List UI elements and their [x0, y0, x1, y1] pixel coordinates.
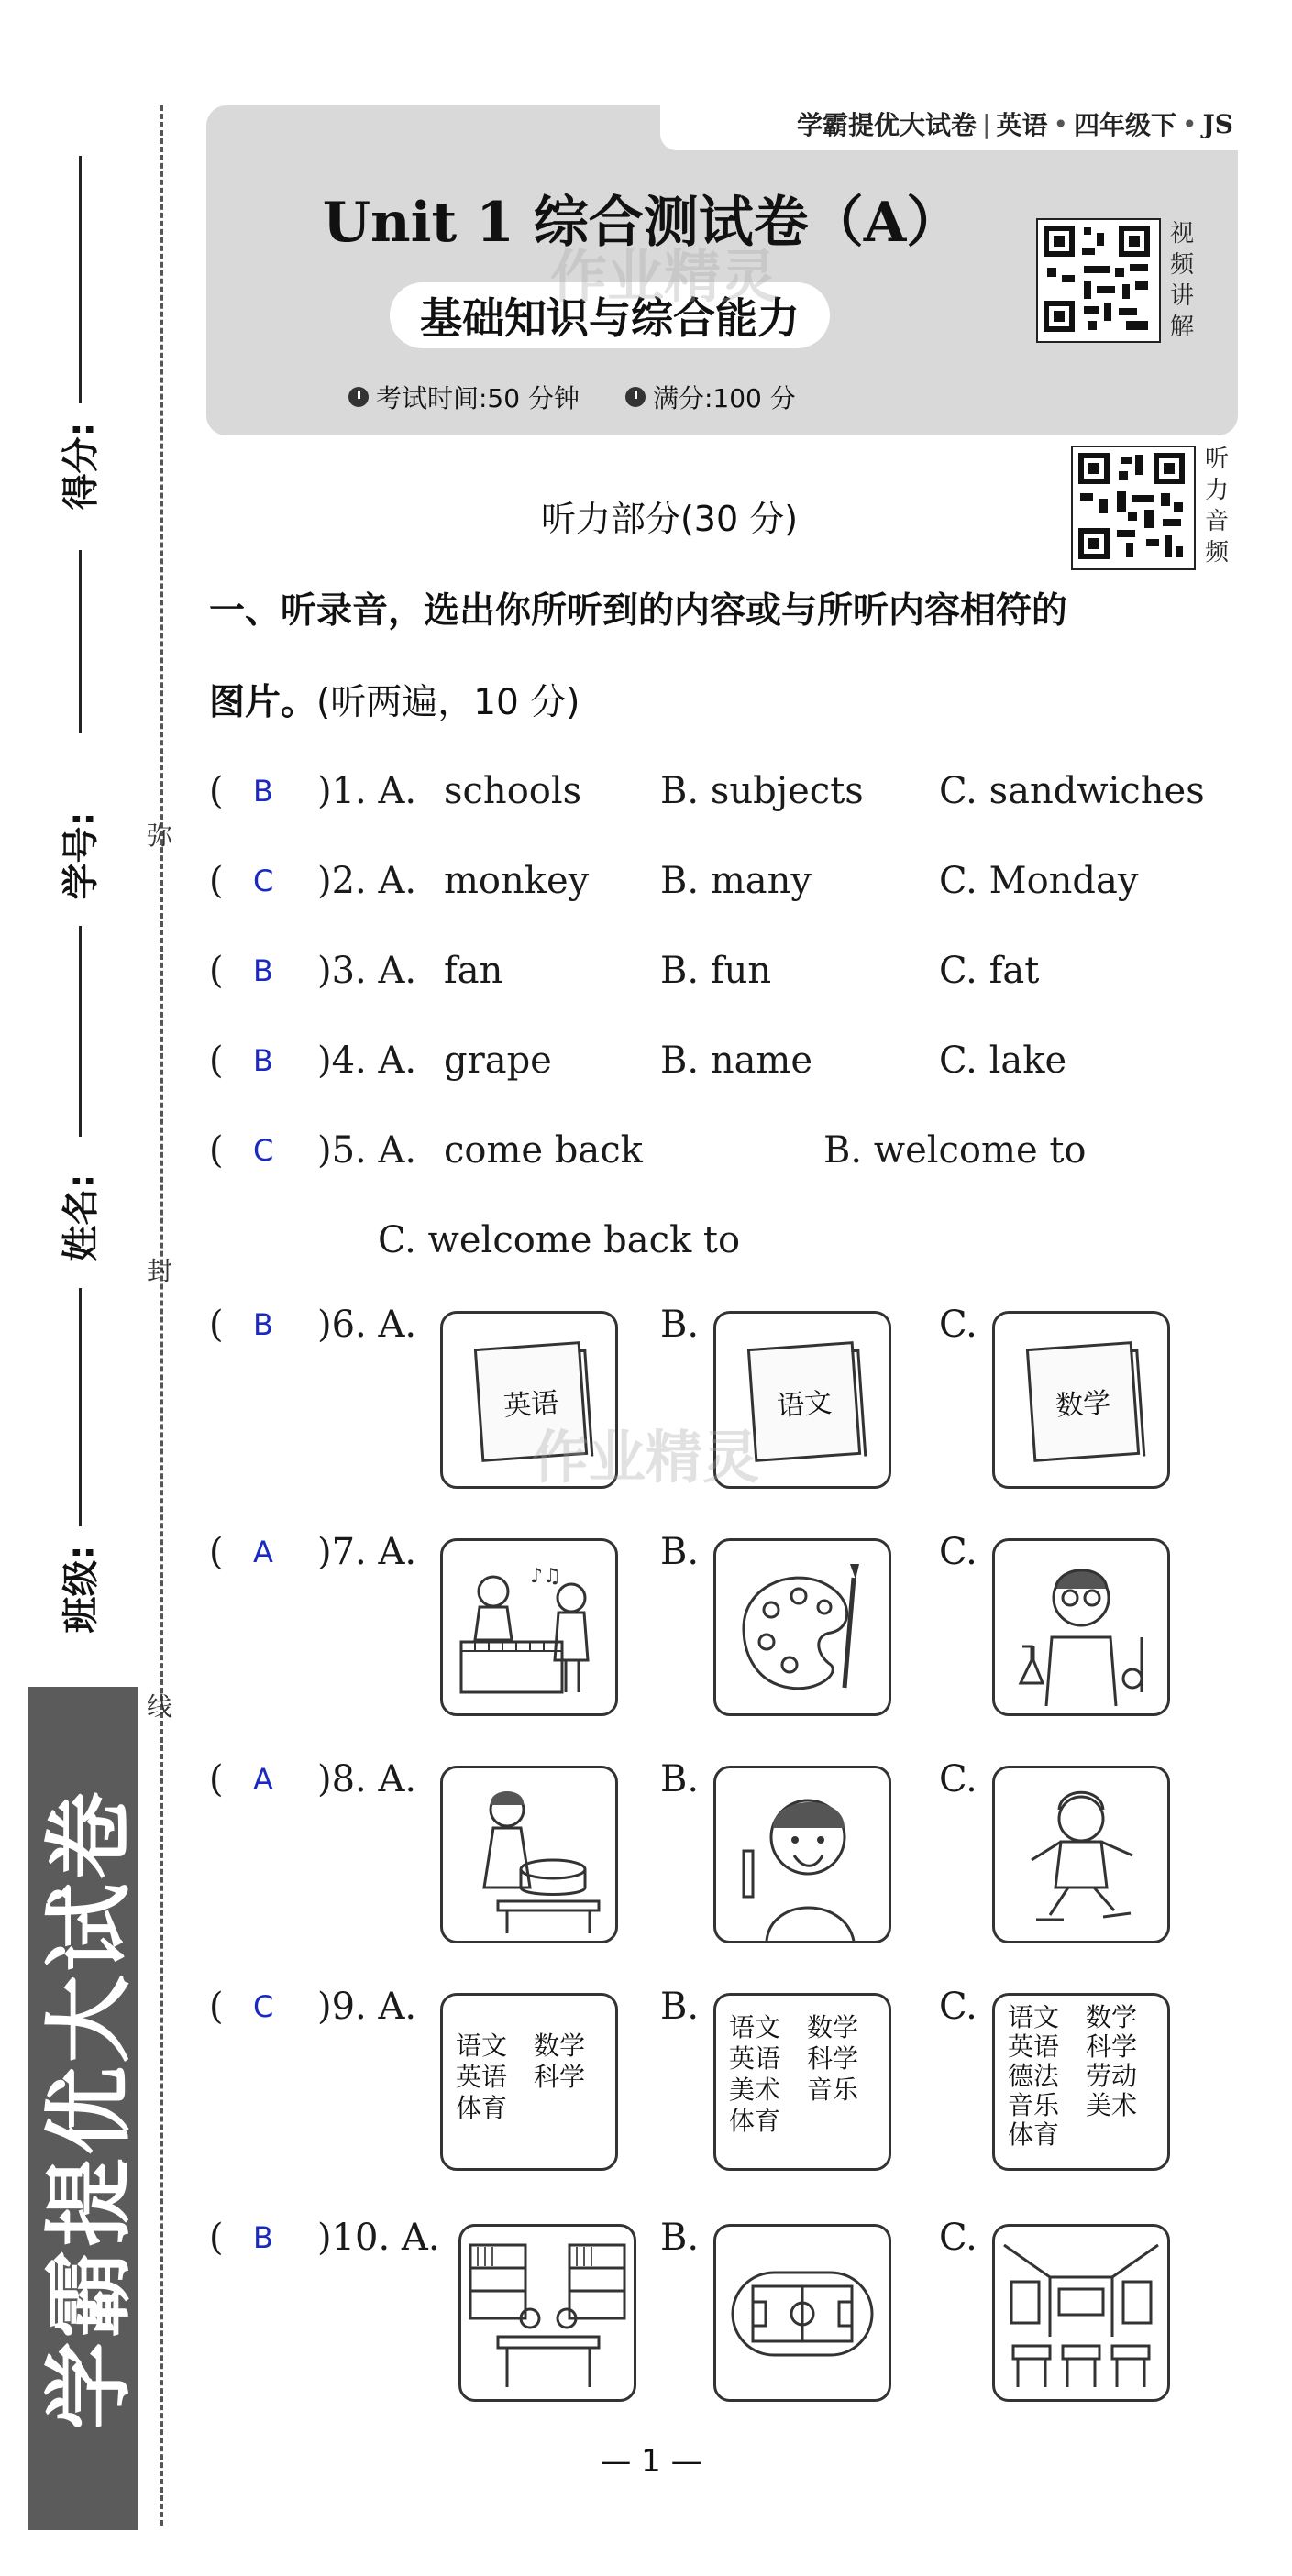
score-write-line-2	[79, 550, 82, 733]
picture-library[interactable]	[458, 2224, 636, 2402]
question-1: ( B )1. A. schools B. subjects C. sandwiches	[209, 770, 1205, 812]
picture-boy-smiling[interactable]	[713, 1766, 891, 1943]
picture-girl-skating[interactable]	[992, 1766, 1170, 1943]
question-2: ( C )2. A. monkey B. many C. Monday	[209, 860, 1139, 902]
label-b: B.	[660, 2217, 700, 2259]
student-id-write-line	[79, 926, 82, 1137]
label-c: C.	[939, 1531, 977, 1573]
qr-audio-label: 听 力 音 频	[1204, 446, 1229, 567]
score-write-line	[79, 156, 82, 403]
brand-vertical-text: 学霸提优大试卷	[37, 1788, 141, 2429]
answer-1[interactable]: B	[253, 774, 273, 809]
picture-classroom[interactable]	[992, 2224, 1170, 2402]
label-b: B.	[660, 1758, 700, 1800]
answer-9[interactable]: C	[253, 1989, 274, 2024]
option-a: schools	[444, 770, 582, 812]
page-number-value: 1	[641, 2443, 661, 2480]
option-a: fan	[444, 950, 503, 992]
watermark-middle: 作业精灵	[532, 1424, 760, 1491]
scientist-icon	[995, 1541, 1167, 1713]
question-5: ( C )5. A. come back B. welcome to	[209, 1129, 1087, 1172]
clock-icon	[348, 387, 369, 407]
question-number: )2. A.	[317, 860, 417, 902]
listening-section-title: 听力部分(30 分)	[540, 499, 799, 539]
instruction-line-2-text: 图片。	[209, 682, 317, 723]
label-c: C.	[939, 1304, 977, 1346]
question-number: )8. A.	[317, 1758, 417, 1800]
exam-subtitle: 基础知识与综合能力	[390, 282, 830, 348]
exam-info	[348, 374, 899, 420]
instruction-line-1: 一、听录音，选出你所听到的内容或与所听内容相符的	[209, 590, 1068, 632]
question-number: )3. A.	[317, 950, 417, 992]
answer-6[interactable]: B	[253, 1307, 273, 1342]
answer-2[interactable]: C	[253, 864, 274, 898]
answer-8[interactable]: A	[253, 1762, 273, 1797]
series-grade: 四年级下	[1074, 110, 1177, 140]
palette-icon	[716, 1541, 889, 1713]
answer-7[interactable]: A	[253, 1535, 273, 1569]
picture-art-palette[interactable]	[713, 1538, 891, 1716]
answer-5[interactable]: C	[253, 1133, 274, 1168]
picture-math-book[interactable]	[992, 1311, 1170, 1489]
name-write-line	[79, 1288, 82, 1526]
picture-girl-cake[interactable]	[440, 1766, 618, 1943]
seal-char-mi: 弥	[147, 820, 173, 851]
series-edition: JS	[1202, 108, 1233, 139]
children-piano-icon	[443, 1541, 615, 1713]
picture-science-lab[interactable]	[992, 1538, 1170, 1716]
class-label: 班级:	[60, 1545, 103, 1634]
boy-icon	[716, 1768, 889, 1941]
question-number: )5. A.	[317, 1129, 417, 1172]
option-a: monkey	[444, 860, 590, 902]
book-icon: 英语	[474, 1341, 588, 1462]
qr-code-video[interactable]	[1036, 218, 1161, 343]
seal-char-xian: 线	[147, 1691, 173, 1722]
question-number: )7. A.	[317, 1531, 417, 1573]
subject-list-c[interactable]: 语文 数学 英语 科学 德法 劳动 音乐 美术 体育	[992, 1993, 1170, 2171]
question-number: )1. A.	[317, 770, 417, 812]
option-c: C. sandwiches	[939, 770, 1205, 812]
label-c: C.	[939, 1986, 977, 2028]
answer-3[interactable]: B	[253, 953, 273, 988]
answer-4[interactable]: B	[253, 1043, 273, 1078]
option-a: come back	[444, 1129, 643, 1172]
library-icon	[461, 2227, 634, 2399]
question-7: ( A )7. A. B. C.	[209, 1531, 977, 1573]
option-c: C. welcome back to	[378, 1219, 741, 1261]
question-number: )9. A.	[317, 1986, 417, 2028]
option-c: C. fat	[939, 950, 1040, 992]
seal-char-feng: 封	[147, 1256, 173, 1286]
question-4: ( B )4. A. grape B. name C. lake	[209, 1040, 1067, 1082]
label-c: C.	[939, 1758, 977, 1800]
qr-video-label: 视 频 讲 解	[1169, 220, 1194, 341]
book-icon: 数学	[1026, 1341, 1140, 1462]
page-number: — 1 —	[600, 2443, 702, 2480]
classroom-icon	[995, 2227, 1167, 2399]
question-8: ( A )8. A. B. C.	[209, 1758, 977, 1800]
exam-title: Unit 1 综合测试卷（A）	[322, 191, 962, 255]
question-number: )10. A.	[317, 2217, 440, 2259]
brand-vertical-banner	[28, 1687, 141, 2530]
picture-music-class[interactable]	[440, 1538, 618, 1716]
name-label: 姓名:	[60, 1173, 103, 1262]
option-b: B. fun	[660, 950, 772, 992]
option-a: grape	[444, 1040, 552, 1082]
book-icon: 语文	[747, 1341, 861, 1462]
option-b: B. name	[660, 1040, 813, 1082]
instruction-line-2	[209, 674, 1236, 725]
svg-text:♪♫: ♪♫	[530, 1565, 561, 1588]
watermark-top: 作业精灵	[550, 243, 779, 310]
option-b: B. welcome to	[823, 1129, 1087, 1172]
subject-list-b[interactable]: 语文 数学 英语 科学 美术 音乐 体育	[713, 1993, 891, 2171]
question-6: ( B )6. A. B. C.	[209, 1304, 977, 1346]
label-c: C.	[939, 2217, 977, 2259]
question-5-cont	[209, 1219, 1245, 1274]
question-number: )6. A.	[317, 1304, 417, 1346]
seal-dashed-line	[160, 105, 163, 2526]
question-9: ( C )9. A. B. C.	[209, 1986, 977, 2028]
answer-10[interactable]: B	[253, 2220, 273, 2255]
option-c: C. Monday	[939, 860, 1139, 902]
option-b: B. many	[660, 860, 812, 902]
exam-time: 考试时间:50 分钟	[376, 383, 580, 413]
series-subject: 英语	[996, 110, 1048, 140]
student-id-label: 学号:	[60, 811, 103, 900]
clock-icon	[625, 387, 646, 407]
label-b: B.	[660, 1304, 700, 1346]
series-name: 学霸提优大试卷	[797, 110, 977, 140]
exam-full-score: 满分:100 分	[652, 383, 796, 413]
qr-code-audio[interactable]	[1071, 446, 1196, 570]
label-b: B.	[660, 1986, 700, 2028]
picture-playground[interactable]	[713, 2224, 891, 2402]
option-c: C. lake	[939, 1040, 1067, 1082]
playground-icon	[716, 2227, 889, 2399]
question-10: ( B )10. A. B. C.	[209, 2217, 977, 2259]
girl-cake-icon	[443, 1768, 615, 1941]
score-label: 得分:	[60, 422, 103, 511]
question-3: ( B )3. A. fan B. fun C. fat	[209, 950, 1040, 992]
subject-list-a[interactable]: 语文 数学 英语 科学 体育	[440, 1993, 618, 2171]
series-label: 学霸提优大试卷 | 英语 • 四年级下 • JS	[674, 101, 1233, 147]
label-b: B.	[660, 1531, 700, 1573]
question-number: )4. A.	[317, 1040, 417, 1082]
skater-icon	[995, 1768, 1167, 1941]
instruction-note: (听两遍，10 分)	[316, 682, 580, 723]
option-b: B. subjects	[660, 770, 864, 812]
